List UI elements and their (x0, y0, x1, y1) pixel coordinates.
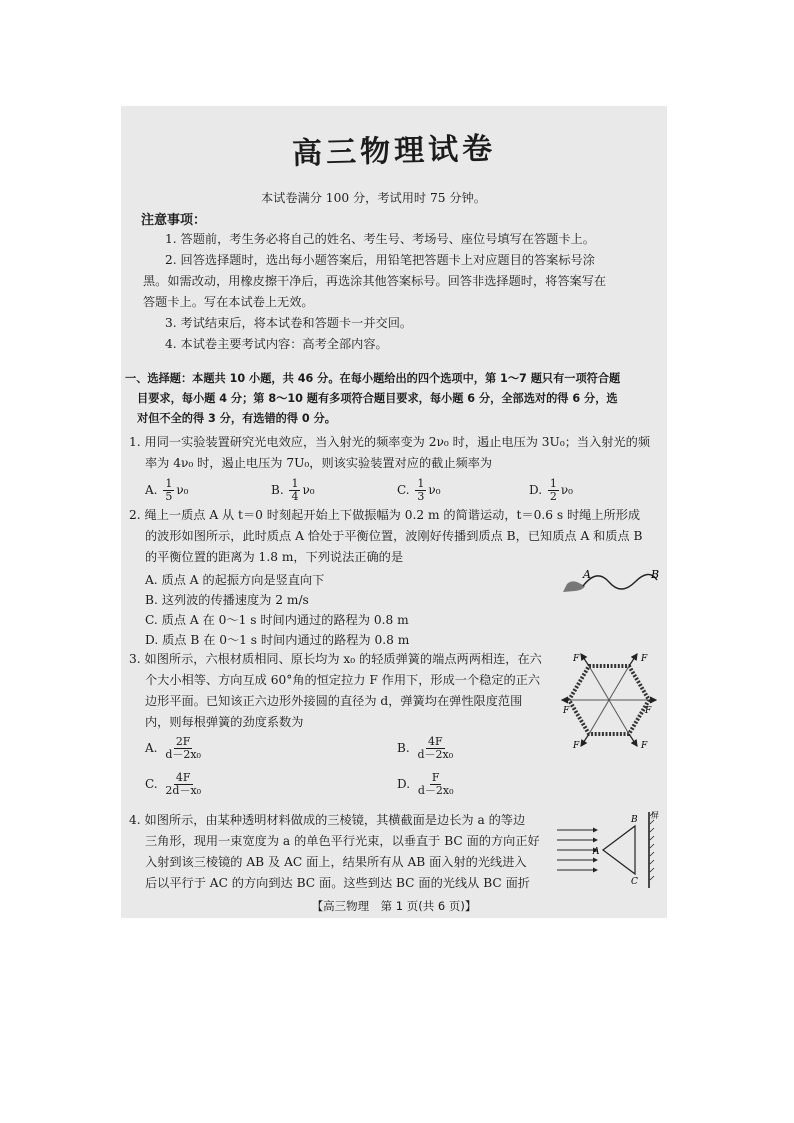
question-2-text: 2. 绳上一质点 A 从 t＝0 时刻起开始上下做振幅为 0.2 m 的简谐运动，t＝0.6 s 时绳上所形成 (129, 508, 641, 522)
force-label: F (641, 741, 648, 749)
q1-option-a: A. $\frac{1}{5}$ ν₀ (145, 477, 189, 503)
q1-option-d: D. $\frac{1}{2}$ ν₀ (529, 477, 573, 503)
question-3-text: 个大小相等、方向互成 60°角的恒定拉力 F 作用下，形成一个稳定的正六 (145, 673, 541, 687)
force-label: F (645, 706, 652, 716)
wave-label-a: A (583, 568, 591, 581)
question-1-text: 1. 用同一实验装置研究光电效应，当入射光的频率变为 2ν₀ 时，遏止电压为 3U₀；当入射光的频 (129, 435, 651, 449)
question-3-text: 内，则每根弹簧的劲度系数为 (145, 715, 304, 729)
q2-option-c: C. 质点 A 在 0～1 s 时间内通过的路程为 0.8 m (145, 613, 409, 627)
prism-label-b: B (631, 815, 638, 825)
prism-label-a: A (593, 847, 600, 857)
q2-option-b: B. 这列波的传播速度为 2 m/s (145, 593, 309, 607)
question-3-text: 3. 如图所示，六根材质相同、原长均为 x₀ 的轻质弹簧的端点两两相连，在六 (129, 652, 542, 666)
question-4-text: 后以平行于 AC 的方向到达 BC 面。这些到达 BC 面的光线从 BC 面折 (145, 876, 530, 890)
section-heading: 对但不全的得 3 分，有选错的得 0 分。 (137, 412, 336, 425)
section-heading: 目要求，每小题 4 分；第 8～10 题有多项符合题目要求，每小题 6 分，全部选对的得 6 分，选 (137, 392, 618, 405)
notice-line: 黑。如需改动，用橡皮擦干净后，再选涂其他答案标号。回答非选择题时，将答案写在 (143, 274, 607, 288)
q2-option-d: D. 质点 B 在 0～1 s 时间内通过的路程为 0.8 m (145, 633, 410, 647)
question-3-text: 边形平面。已知该正六边形外接圆的直径为 d，弹簧均在弹性限度范围 (145, 694, 523, 708)
notice-line: 4. 本试卷主要考试内容：高考全部内容。 (165, 337, 388, 351)
notice-line: 2. 回答选择题时，选出每小题答案后，用铅笔把答题卡上对应题目的答案标号涂 (165, 253, 595, 267)
q3-option-b: B. $\frac{4F}{\text{d－2x₀}}$ (397, 735, 454, 761)
question-4-text: 4. 如图所示，由某种透明材料做成的三棱镜，其横截面是边长为 a 的等边 (129, 813, 526, 827)
notice-line: 1. 答题前，考生务必将自己的姓名、考生号、考场号、座位号填写在答题卡上。 (165, 232, 595, 246)
q1-option-c: C. $\frac{1}{3}$ ν₀ (397, 477, 441, 503)
question-1-text: 率为 4ν₀ 时，遏止电压为 7U₀，则该实验装置对应的截止频率为 (145, 456, 493, 470)
notice-line: 3. 考试结束后，将本试卷和答题卡一并交回。 (165, 316, 413, 330)
exam-page-photo (121, 106, 667, 918)
section-heading: 一、选择题：本题共 10 小题，共 46 分。在每小题给出的四个选项中，第 1～7 题只有一项符合题 (125, 372, 621, 385)
force-label: F (573, 741, 580, 749)
exam-title: 高三物理试卷 (291, 131, 497, 172)
question-4-text: 入射到该三棱镜的 AB 及 AC 面上，结果所有从 AB 面入射的光线进入 (145, 855, 527, 869)
rope-wave-figure (553, 564, 661, 600)
q1-option-b: B. $\frac{1}{4}$ ν₀ (271, 477, 315, 503)
q3-option-d: D. $\frac{F}{\text{d－2x₀}}$ (397, 771, 454, 797)
spring-hexagon-figure (561, 651, 657, 749)
question-2-text: 的波形如图所示，此时质点 A 恰处于平衡位置，波刚好传播到质点 B，已知质点 A 和质点 B (145, 529, 643, 543)
force-label: F (641, 654, 648, 664)
notice-line: 答题卡上。写在本试卷上无效。 (143, 295, 314, 309)
wave-label-b: B (651, 568, 660, 581)
q2-option-a: A. 质点 A 的起振方向是竖直向下 (145, 573, 325, 587)
question-4-text: 三角形，现用一束宽度为 a 的单色平行光束，以垂直于 BC 面的方向正好 (145, 834, 540, 848)
q3-option-c: C. $\frac{4F}{\text{2d－x₀}}$ (145, 771, 202, 797)
screen-label: 屏 (651, 811, 659, 820)
exam-subtitle: 本试卷满分 100 分，考试用时 75 分钟。 (261, 191, 486, 205)
force-label: F (563, 706, 570, 716)
question-2-text: 的平衡位置的距离为 1.8 m，下列说法正确的是 (145, 550, 404, 564)
q3-option-a: A. $\frac{2F}{\text{d－2x₀}}$ (145, 735, 201, 761)
force-label: F (573, 654, 580, 664)
notice-heading: 注意事项： (141, 213, 207, 228)
prism-figure (553, 808, 661, 890)
prism-label-c: C (631, 877, 638, 887)
page-footer: 【高三物理 第 1 页(共 6 页)】 (311, 899, 477, 913)
